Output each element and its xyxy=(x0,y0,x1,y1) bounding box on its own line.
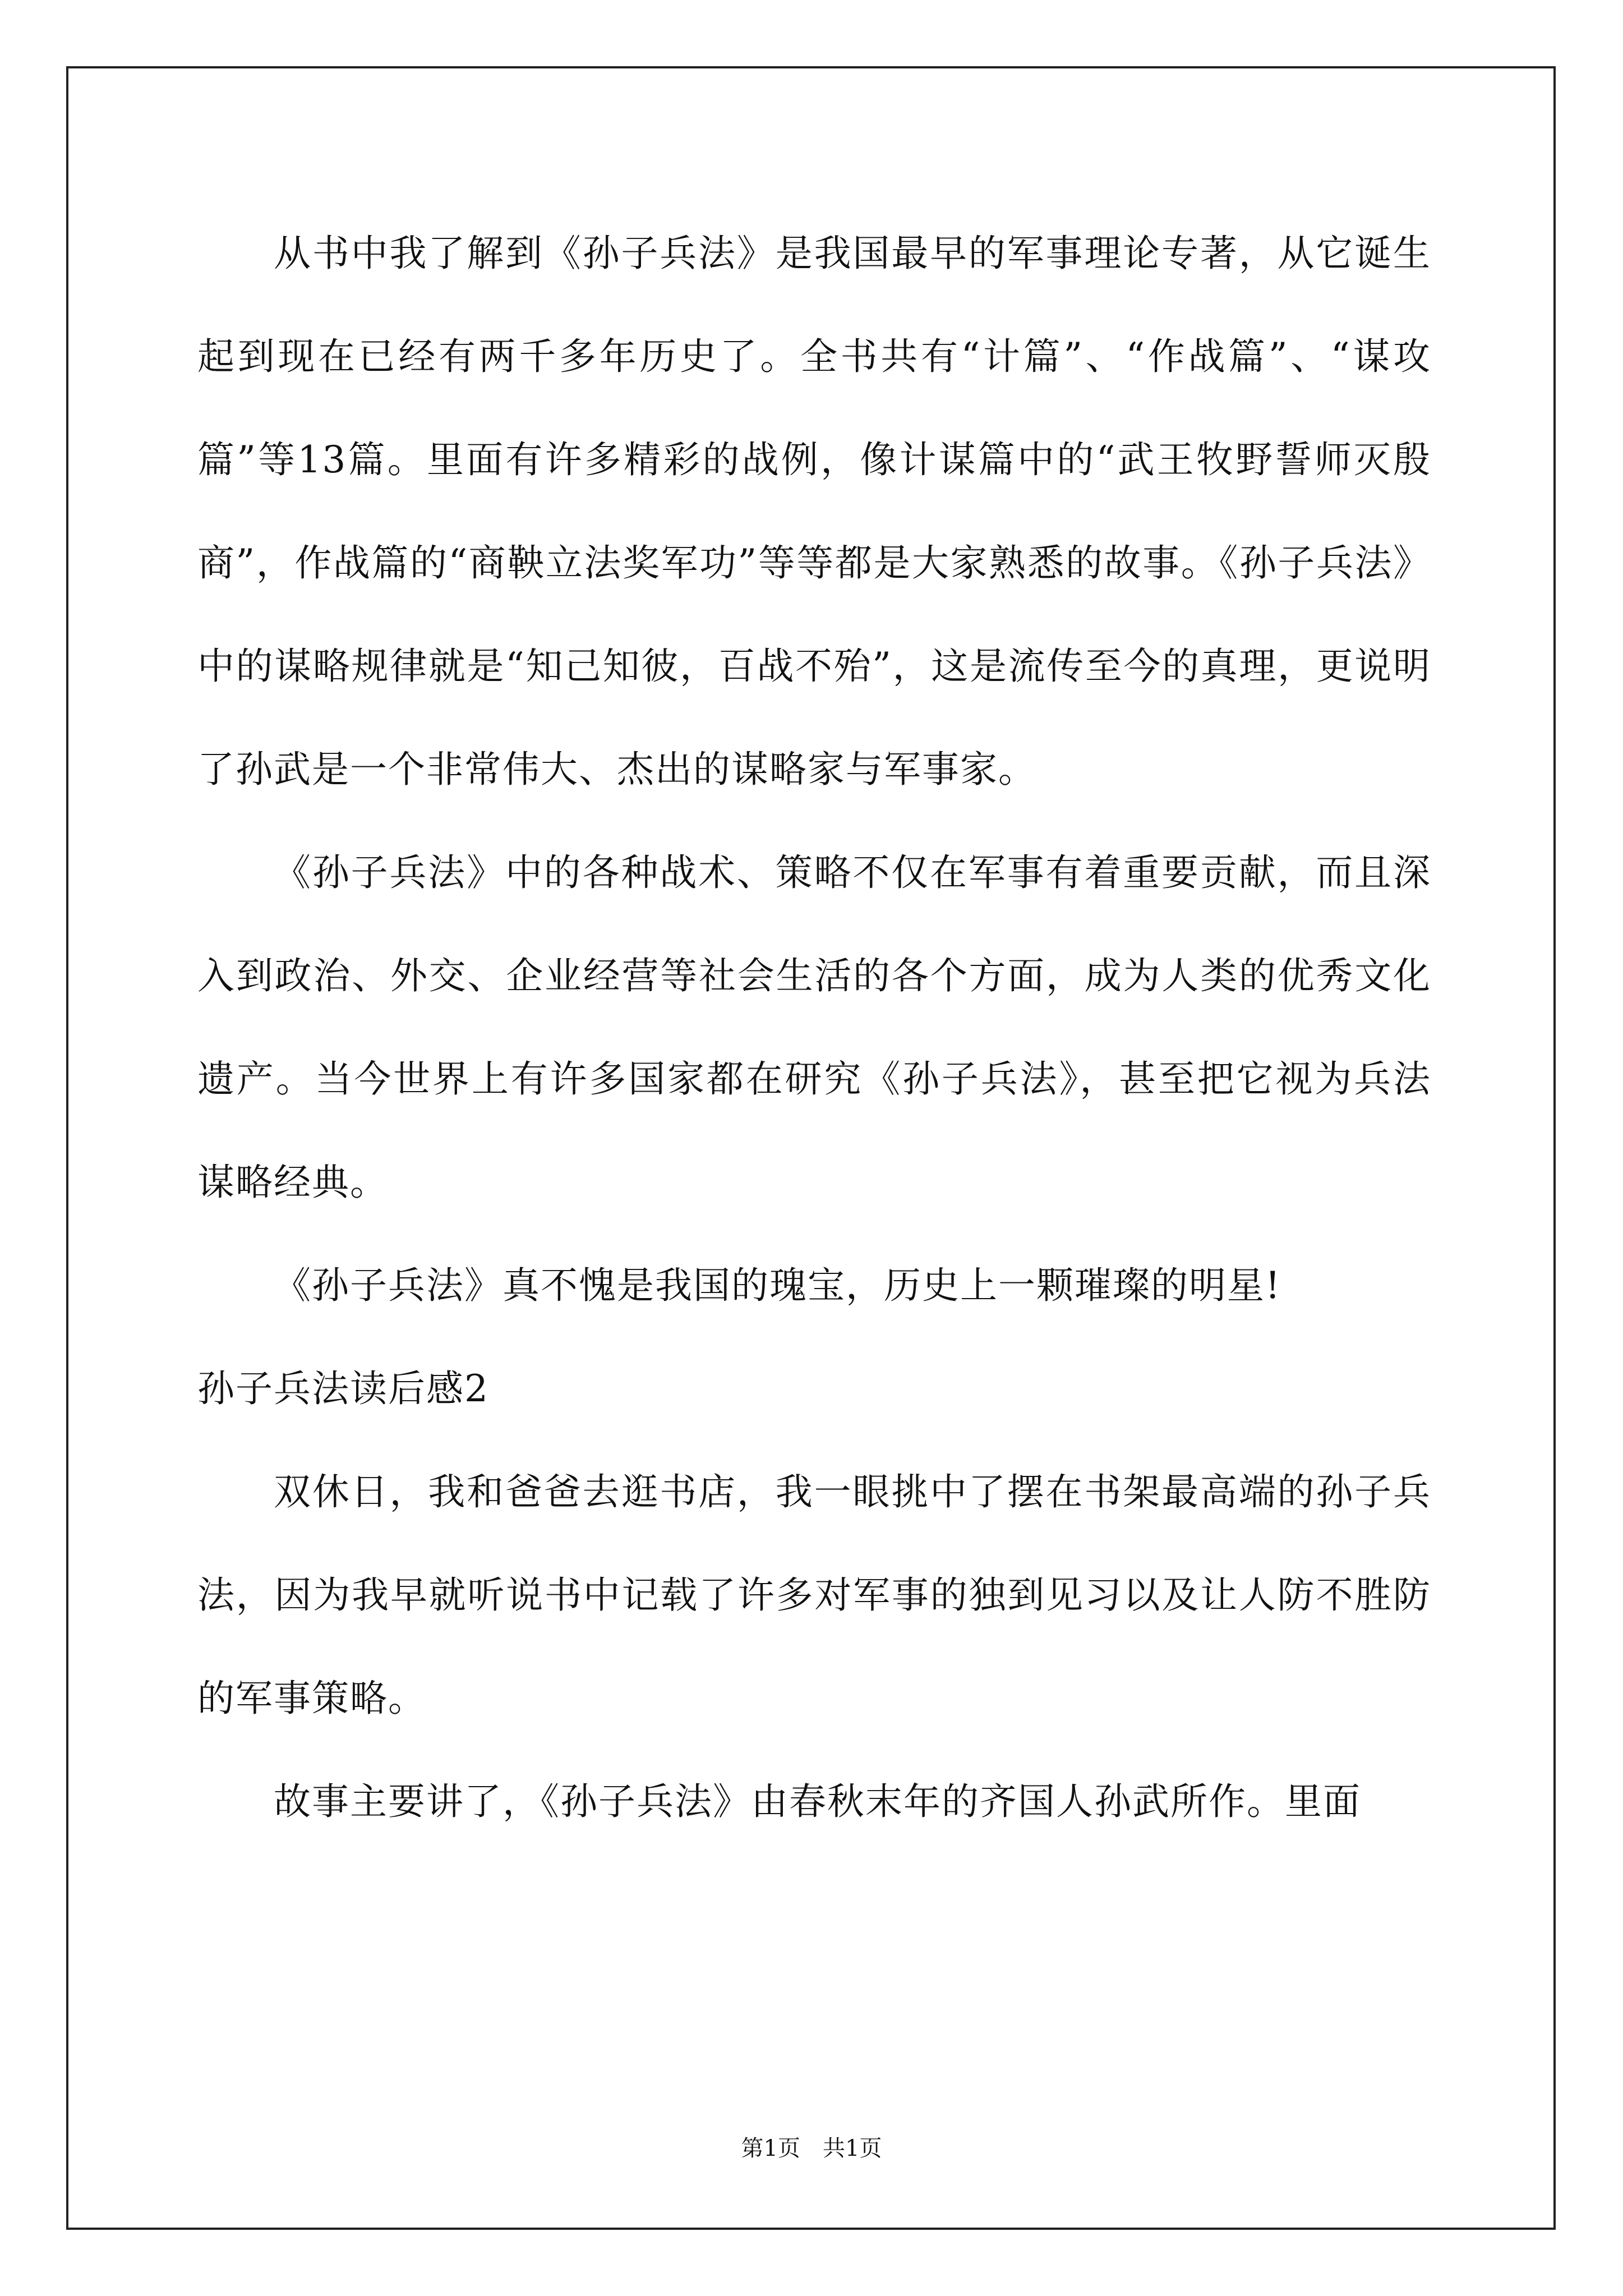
section-heading: 孙子兵法读后感2 xyxy=(197,1367,489,1410)
document-body xyxy=(197,202,1431,1853)
paragraph-5: 故事主要讲了，《孙子兵法》由春秋末年的齐国人孙武所作。里面 xyxy=(274,1780,1361,1823)
paragraph-4: 双休日，我和爸爸去逛书店，我一眼挑中了摆在书架最高端的孙子兵法，因为我早就听说书中记载了许多对军事的独到见习以及让人防不胜防的军事策略。 xyxy=(197,1470,1431,1720)
paragraph-2: 《孙子兵法》中的各种战术、策略不仅在军事有着重要贡献，而且深入到政治、外交、企业经营等社会生活的各个方面，成为人类的优秀文化遗产。当今世界上有许多国家都在研究《孙子兵法》，甚至把它视为兵法谋略经典。 xyxy=(197,851,1431,1204)
page-footer: 第1页 共1页 xyxy=(741,2136,882,2161)
paragraph-3: 《孙子兵法》真不愧是我国的瑰宝，历史上一颗璀璨的明星! xyxy=(274,1264,1281,1307)
paragraph-1: 从书中我了解到《孙子兵法》是我国最早的军事理论专著，从它诞生起到现在已经有两千多年历史了。全书共有“计篇”、“作战篇”、“谋攻篇”等13篇。里面有许多精彩的战例，像计谋篇中的“武王牧野誓师灭殷商”，作战篇的“商鞅立法奖军功”等等都是大家熟悉的故事。《孙子兵法》中的谋略规律就是“知己知彼，百战不殆”，这是流传至今的真理，更说明了孙武是一个非常伟大、杰出的谋略家与军事家。 xyxy=(197,232,1431,791)
